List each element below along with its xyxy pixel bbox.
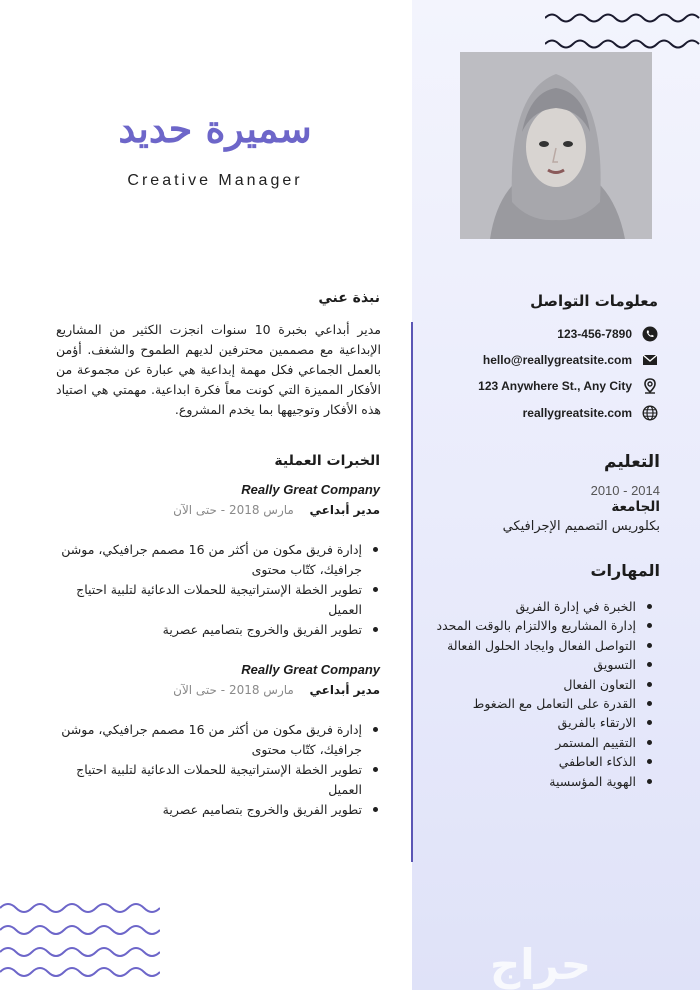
website-text: reallygreatsite.com <box>522 406 632 420</box>
location-icon <box>642 378 658 394</box>
contact-website <box>523 405 658 421</box>
education-degree: بكلوريس التصميم الإجرافيكي <box>502 519 660 534</box>
skill-item: إدارة المشاريع والالتزام بالوقت المحدد <box>406 616 636 635</box>
job-title: Creative Manager <box>127 172 303 189</box>
education-heading: التعليم <box>604 452 660 472</box>
globe-icon <box>642 405 658 421</box>
skills-list <box>406 597 654 791</box>
job-role: مدير أبداعي <box>309 683 380 697</box>
skill-item: التسويق <box>406 655 636 674</box>
job-bullets <box>60 720 380 820</box>
contact-heading: معلومات التواصل <box>530 292 658 310</box>
job-bullets <box>60 540 380 640</box>
company-name: Really Great Company <box>241 482 380 497</box>
address-text: 123 Anywhere St., Any City <box>478 379 632 393</box>
skill-item: التواصل الفعال وايجاد الحلول الفعالة <box>406 636 636 655</box>
job-dates: مارس 2018 - حتى الآن <box>173 683 294 697</box>
job-role: مدير أبداعي <box>309 503 380 517</box>
job-entry <box>130 482 380 517</box>
about-heading: نبذة عني <box>318 290 380 306</box>
skill-item: الارتقاء بالفريق <box>406 713 636 732</box>
education-school: الجامعة <box>611 499 660 515</box>
contact-phone <box>557 326 658 342</box>
job-entry <box>130 662 380 697</box>
job-meta <box>130 503 380 517</box>
list-item: تطوير الفريق والخروج بتصاميم عصرية <box>60 800 362 820</box>
company-name: Really Great Company <box>241 662 380 677</box>
list-item: تطوير الفريق والخروج بتصاميم عصرية <box>60 620 362 640</box>
contact-address <box>478 378 658 394</box>
contact-email <box>483 352 658 368</box>
decorative-waves-top <box>545 10 700 54</box>
mail-icon <box>642 352 658 368</box>
about-text: مدير أبداعي بخبرة 10 سنوات انجزت الكثير من المشاريع الإبداعية مع مصممين محترفين لديهم الطموح والشغف. أؤمن بالعمل الجماعي فكل مهمة إبداعية هي عبارة عن مجموعة من الأفكار المميزة التي كونت معاً فكرة ابداعية. مهمتي هي اصتياد هذه الأفكار وتوجيهها بما يخدم المشروع. <box>56 322 382 417</box>
skill-item: الذكاء العاطفي <box>406 752 636 771</box>
list-item: تطوير الخطة الإستراتيجية للحملات الدعائية لتلبية احتياج العميل <box>60 760 362 800</box>
skills-heading: المهارات <box>590 561 660 580</box>
experience-heading: الخبرات العملية <box>274 453 380 469</box>
job-meta <box>130 683 380 697</box>
skill-item: القدرة على التعامل مع الضغوط <box>406 694 636 713</box>
watermark: حراج <box>490 940 592 989</box>
decorative-waves-bottom <box>0 898 160 978</box>
email-text: hello@reallygreatsite.com <box>482 353 632 367</box>
skill-item: الهوية المؤسسية <box>406 772 636 791</box>
full-name: سميرة حديد <box>118 106 312 151</box>
skill-item: الخبرة في إدارة الفريق <box>406 597 636 616</box>
profile-photo <box>460 52 652 239</box>
job-dates: مارس 2018 - حتى الآن <box>173 503 294 517</box>
skill-item: التقييم المستمر <box>406 733 636 752</box>
list-item: تطوير الخطة الإستراتيجية للحملات الدعائية لتلبية احتياج العميل <box>60 580 362 620</box>
phone-icon <box>642 326 658 342</box>
education-years: 2010 - 2014 <box>590 483 660 498</box>
list-item: إدارة فريق مكون من أكثر من 16 مصمم جرافيكي، موشن جرافيك، كتّاب محتوى <box>60 720 362 760</box>
list-item: إدارة فريق مكون من أكثر من 16 مصمم جرافيكي، موشن جرافيك، كتّاب محتوى <box>60 540 362 580</box>
phone-text: 123-456-7890 <box>557 327 632 341</box>
skill-item: التعاون الفعال <box>406 675 636 694</box>
